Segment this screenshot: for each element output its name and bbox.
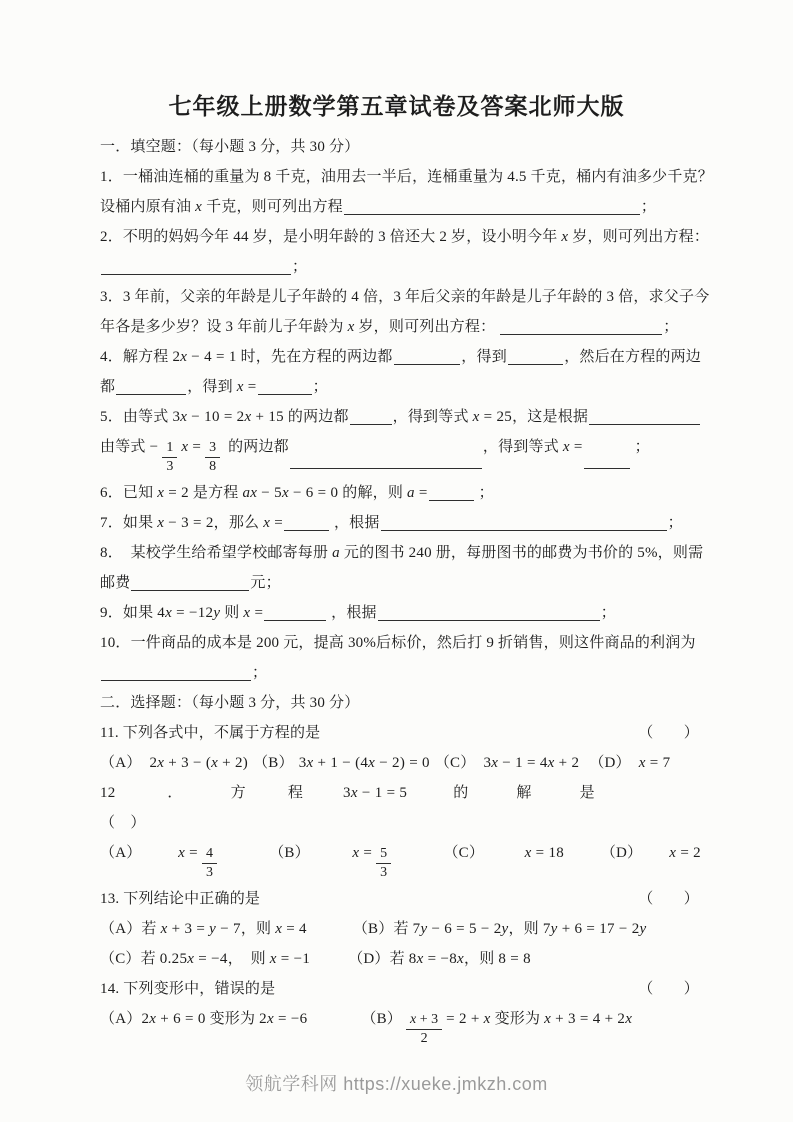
text-run: ，那么 xyxy=(213,515,264,531)
math-expression: x + 3 = 4 + 2x xyxy=(544,1011,633,1027)
spacer xyxy=(475,766,483,767)
text-run: 4．解方程 xyxy=(100,349,173,365)
math-expression: a xyxy=(332,545,340,561)
answer-blank xyxy=(508,362,563,365)
spacer xyxy=(307,932,353,933)
text-run: ，则 xyxy=(508,921,543,937)
page-title: 七年级上册数学第五章试卷及答案北师大版 xyxy=(168,94,625,119)
section-2-header xyxy=(100,693,701,714)
math-expression: x xyxy=(347,319,355,335)
spacer xyxy=(532,796,580,797)
spacer xyxy=(310,962,348,963)
q10-line-2 xyxy=(100,663,701,684)
text-run: ； xyxy=(292,259,308,275)
text-run: （D） xyxy=(589,755,631,771)
math-expression: 7y + 6 = 17 − 2y xyxy=(542,921,647,937)
q14-options xyxy=(100,1009,701,1044)
spacer xyxy=(484,856,525,857)
q4-line-2 xyxy=(100,377,701,398)
answer-blank xyxy=(284,528,329,531)
text-run: 是 xyxy=(579,785,595,801)
q7-line xyxy=(100,513,701,534)
text-run: （C） xyxy=(443,845,485,861)
q10-line-1 xyxy=(100,633,701,654)
math-expression: x = 18 xyxy=(524,845,565,861)
q14-stem xyxy=(100,979,701,1000)
text-run: ； xyxy=(663,319,679,335)
text-run: ，根据 xyxy=(327,605,377,621)
fraction-denominator: 2 xyxy=(420,1031,428,1046)
answer-blank xyxy=(258,392,312,395)
math-expression: a = xyxy=(407,485,428,501)
q11-stem xyxy=(100,723,701,744)
text-run: 岁，则可列出方程： xyxy=(354,319,500,335)
answer-blank xyxy=(290,466,482,469)
answer-blank xyxy=(378,618,600,621)
answer-blank xyxy=(131,588,249,591)
text-run: 元； xyxy=(250,575,281,591)
fraction xyxy=(205,440,220,475)
text-run: （D）若 xyxy=(348,951,409,967)
math-expression: x = xyxy=(562,439,583,455)
spacer xyxy=(307,1022,361,1023)
text-run: （ ） xyxy=(100,815,146,831)
q4-line-1 xyxy=(100,347,701,368)
text-run: ； xyxy=(312,379,328,395)
fraction-numerator: 4 xyxy=(202,846,217,864)
text-run: （A） xyxy=(100,1011,142,1027)
text-run: （B） xyxy=(253,755,294,771)
q6-line xyxy=(100,483,701,504)
math-expression: 4x = −12y xyxy=(157,605,221,621)
math-expression: x xyxy=(195,199,203,215)
text-run: （B）若 xyxy=(352,921,413,937)
math-expression: x = −1 xyxy=(269,951,311,967)
text-run: 3．3 年前，父亲的年龄是儿子年龄的 4 倍，3 年后父亲的年龄是儿子年龄的 3 倍，求父子今 xyxy=(100,289,710,305)
math-expression: x = xyxy=(263,515,283,531)
text-run: 则 xyxy=(220,605,244,621)
math-expression: x = xyxy=(243,605,264,621)
math-expression: 3x − 1 = 4x + 2 xyxy=(483,755,580,771)
text-run: 二．选择题：（每小题 3 分，共 30 分） xyxy=(100,695,360,711)
text-run: 的 xyxy=(453,785,469,801)
text-run: 10．一件商品的成本是 200 元，提高 30%后标价，然后打 9 折销售，则这件商品的利润为 xyxy=(100,635,696,651)
math-expression: 2x + 3 − (x + 2) xyxy=(149,755,249,771)
math-expression: x = 2 xyxy=(669,845,701,861)
q9-line xyxy=(100,603,701,624)
text-run: 都 xyxy=(100,379,116,395)
q13-options-cd xyxy=(100,949,701,970)
fraction xyxy=(162,440,177,475)
text-run: ，得到等式 xyxy=(482,439,563,455)
text-run: ，根据 xyxy=(330,515,380,531)
q1-line-1 xyxy=(100,167,713,188)
fraction xyxy=(376,846,391,881)
math-expression: 0.25x = −4 xyxy=(159,951,228,967)
q12-answer-paren xyxy=(100,813,701,834)
spacer xyxy=(310,856,353,857)
fraction-denominator: 3 xyxy=(380,865,388,880)
section-1-header xyxy=(100,137,701,158)
answer-blank xyxy=(264,618,326,621)
answer-blank xyxy=(101,272,291,275)
spacer xyxy=(579,766,589,767)
q8-line-2 xyxy=(100,573,701,594)
q11-options xyxy=(100,753,701,774)
text-run: 14. 下列变形中，错误的是 xyxy=(100,981,276,997)
q3-line-2 xyxy=(100,317,701,338)
text-run: 9．如果 xyxy=(100,605,158,621)
answer-blank xyxy=(350,422,392,425)
text-run: 12 xyxy=(100,785,116,801)
spacer xyxy=(303,796,343,797)
text-run: 解 xyxy=(516,785,532,801)
text-run: ，得到 xyxy=(461,349,507,365)
exam-body xyxy=(0,121,793,1044)
math-expression: 2x = −6 xyxy=(259,1011,308,1027)
answer-blank xyxy=(101,678,251,681)
text-run: 变形为 xyxy=(490,1011,545,1027)
text-run: ，则 xyxy=(464,951,499,967)
text-run: ； xyxy=(640,199,657,215)
q2-line-1 xyxy=(100,227,710,248)
text-run: 岁，则可列出方程： xyxy=(568,229,710,245)
text-run: ， 则 xyxy=(227,951,270,967)
text-run: （ ） xyxy=(638,891,699,907)
text-run: ； xyxy=(252,665,268,681)
text-run: 11. 下列各式中，不属于方程的是 xyxy=(100,725,321,741)
math-expression: ax − 5x − 6 = 0 xyxy=(242,485,339,501)
text-run: 7．如果 xyxy=(100,515,158,531)
text-run: 设桶内原有油 xyxy=(100,199,196,215)
math-expression: x = 25 xyxy=(472,409,513,425)
math-expression: 2x + 6 = 0 xyxy=(141,1011,206,1027)
text-run: 变形为 xyxy=(205,1011,260,1027)
text-run: （B） xyxy=(269,845,310,861)
fraction-denominator: 3 xyxy=(166,459,174,474)
math-expression: 2x − 4 = 1 xyxy=(172,349,237,365)
text-run: 程 xyxy=(287,785,304,801)
text-run: 一．填空题：（每小题 3 分，共 30 分） xyxy=(100,139,360,155)
text-run: 的两边都 xyxy=(224,439,289,455)
math-expression: x = xyxy=(352,845,373,861)
answer-blank xyxy=(589,422,700,425)
math-expression: − xyxy=(149,439,159,455)
spacer xyxy=(468,796,516,797)
text-run: （C）若 xyxy=(100,951,160,967)
text-run: 千克，则可列出方程 xyxy=(202,199,343,215)
fraction-numerator: x + 3 xyxy=(406,1012,442,1030)
text-run: （A）若 xyxy=(100,921,161,937)
text-run: 时，先在方程的两边都 xyxy=(236,349,393,365)
q5-line-2 xyxy=(100,437,701,472)
spacer xyxy=(246,796,288,797)
text-run: 6．已知 xyxy=(100,485,158,501)
text-run: （A） xyxy=(100,845,142,861)
spacer xyxy=(395,856,443,857)
spacer xyxy=(115,796,167,797)
spacer xyxy=(564,856,601,857)
spacer xyxy=(183,796,231,797)
text-run: ； xyxy=(667,515,683,531)
text-run: 1．一桶油连桶的重量为 8 千克，油用去一半后，连桶重量为 4.5 千克，桶内有油多少千克？ xyxy=(100,169,713,185)
fraction-numerator: 5 xyxy=(376,846,391,864)
text-run: ； xyxy=(600,605,616,621)
fraction-numerator: 1 xyxy=(162,440,177,458)
text-run: ，这是根据 xyxy=(512,409,589,425)
text-run: 8． 某校学生给希望学校邮寄每册 xyxy=(100,545,333,561)
math-expression: x = xyxy=(181,439,202,455)
answer-blank xyxy=(344,212,640,215)
spacer xyxy=(221,856,269,857)
spacer xyxy=(642,856,669,857)
text-run: ，然后在方程的两边 xyxy=(564,349,701,365)
q13-options-ab xyxy=(100,919,701,940)
text-run: 由等式 xyxy=(100,439,150,455)
text-run: （A） xyxy=(100,755,142,771)
text-run: ； xyxy=(474,485,494,501)
math-expression: 3x − 10 = 2x + 15 xyxy=(172,409,284,425)
fraction xyxy=(406,1012,442,1047)
math-expression: 7y − 6 = 5 − 2y xyxy=(412,921,509,937)
fraction-numerator: 3 xyxy=(205,440,220,458)
text-run: （C） xyxy=(434,755,476,771)
math-expression: 8x = −8x xyxy=(408,951,465,967)
math-expression: x = xyxy=(178,845,198,861)
spacer xyxy=(631,766,639,767)
answer-blank xyxy=(381,528,667,531)
math-expression: x = 7 xyxy=(638,755,671,771)
text-run: ； xyxy=(630,439,650,455)
math-expression: x = 2 xyxy=(157,485,189,501)
q1-line-2 xyxy=(100,197,701,218)
fraction-denominator: 3 xyxy=(205,865,213,880)
text-run: 是方程 xyxy=(188,485,243,501)
spacer xyxy=(407,796,453,797)
text-run: 2．不明的妈妈今年 44 岁，是小明年龄的 3 倍还大 2 岁，设小明今年 xyxy=(100,229,562,245)
q12-stem xyxy=(100,783,701,804)
text-run: （ ） xyxy=(638,981,699,997)
text-run: 的两边都 xyxy=(283,409,349,425)
text-run: ，得到 xyxy=(187,379,237,395)
fraction-denominator: 8 xyxy=(209,459,217,474)
spacer xyxy=(141,766,149,767)
text-run: ． xyxy=(167,785,183,801)
q5-line-1 xyxy=(100,407,701,428)
math-expression: 3x + 1 − (4x − 2) = 0 xyxy=(298,755,430,771)
text-run: 13. 下列结论中正确的是 xyxy=(100,891,261,907)
answer-blank xyxy=(394,362,461,365)
text-run: ，则 xyxy=(240,921,276,937)
math-expression: 8 = 8 xyxy=(498,951,531,967)
text-run: 的解，则 xyxy=(338,485,408,501)
spacer xyxy=(141,856,178,857)
text-run: （ ） xyxy=(638,725,699,741)
text-run: 元的图书 240 册，每册图书的邮费为书价的 5%，则需 xyxy=(339,545,704,561)
math-expression: x xyxy=(561,229,569,245)
answer-blank xyxy=(500,332,662,335)
text-run: 方 xyxy=(230,785,246,801)
q8-line-1 xyxy=(100,543,704,564)
math-expression: x = 4 xyxy=(275,921,307,937)
math-expression: = 2 + x xyxy=(446,1011,491,1027)
answer-blank xyxy=(584,466,630,469)
q12-options xyxy=(100,843,701,878)
watermark-text: 领航学科网 https://xueke.jmkzh.com xyxy=(245,1074,548,1094)
math-expression: x + 3 = y − 7 xyxy=(160,921,241,937)
answer-blank xyxy=(429,498,474,501)
math-expression: x = xyxy=(236,379,257,395)
math-expression: x − 3 = 2 xyxy=(157,515,214,531)
text-run: （D） xyxy=(600,845,643,861)
fraction xyxy=(202,846,217,881)
text-run: 邮费 xyxy=(100,575,131,591)
text-run: 5．由等式 xyxy=(100,409,173,425)
text-run: （B） xyxy=(361,1011,402,1027)
q2-line-2 xyxy=(100,257,701,278)
q3-line-1 xyxy=(100,287,710,308)
text-run: ，得到等式 xyxy=(392,409,473,425)
q13-stem xyxy=(100,889,701,910)
text-run: 年各是多少岁？设 3 年前儿子年龄为 xyxy=(100,319,348,335)
math-expression: 3x − 1 = 5 xyxy=(343,785,408,801)
answer-blank xyxy=(116,392,186,395)
